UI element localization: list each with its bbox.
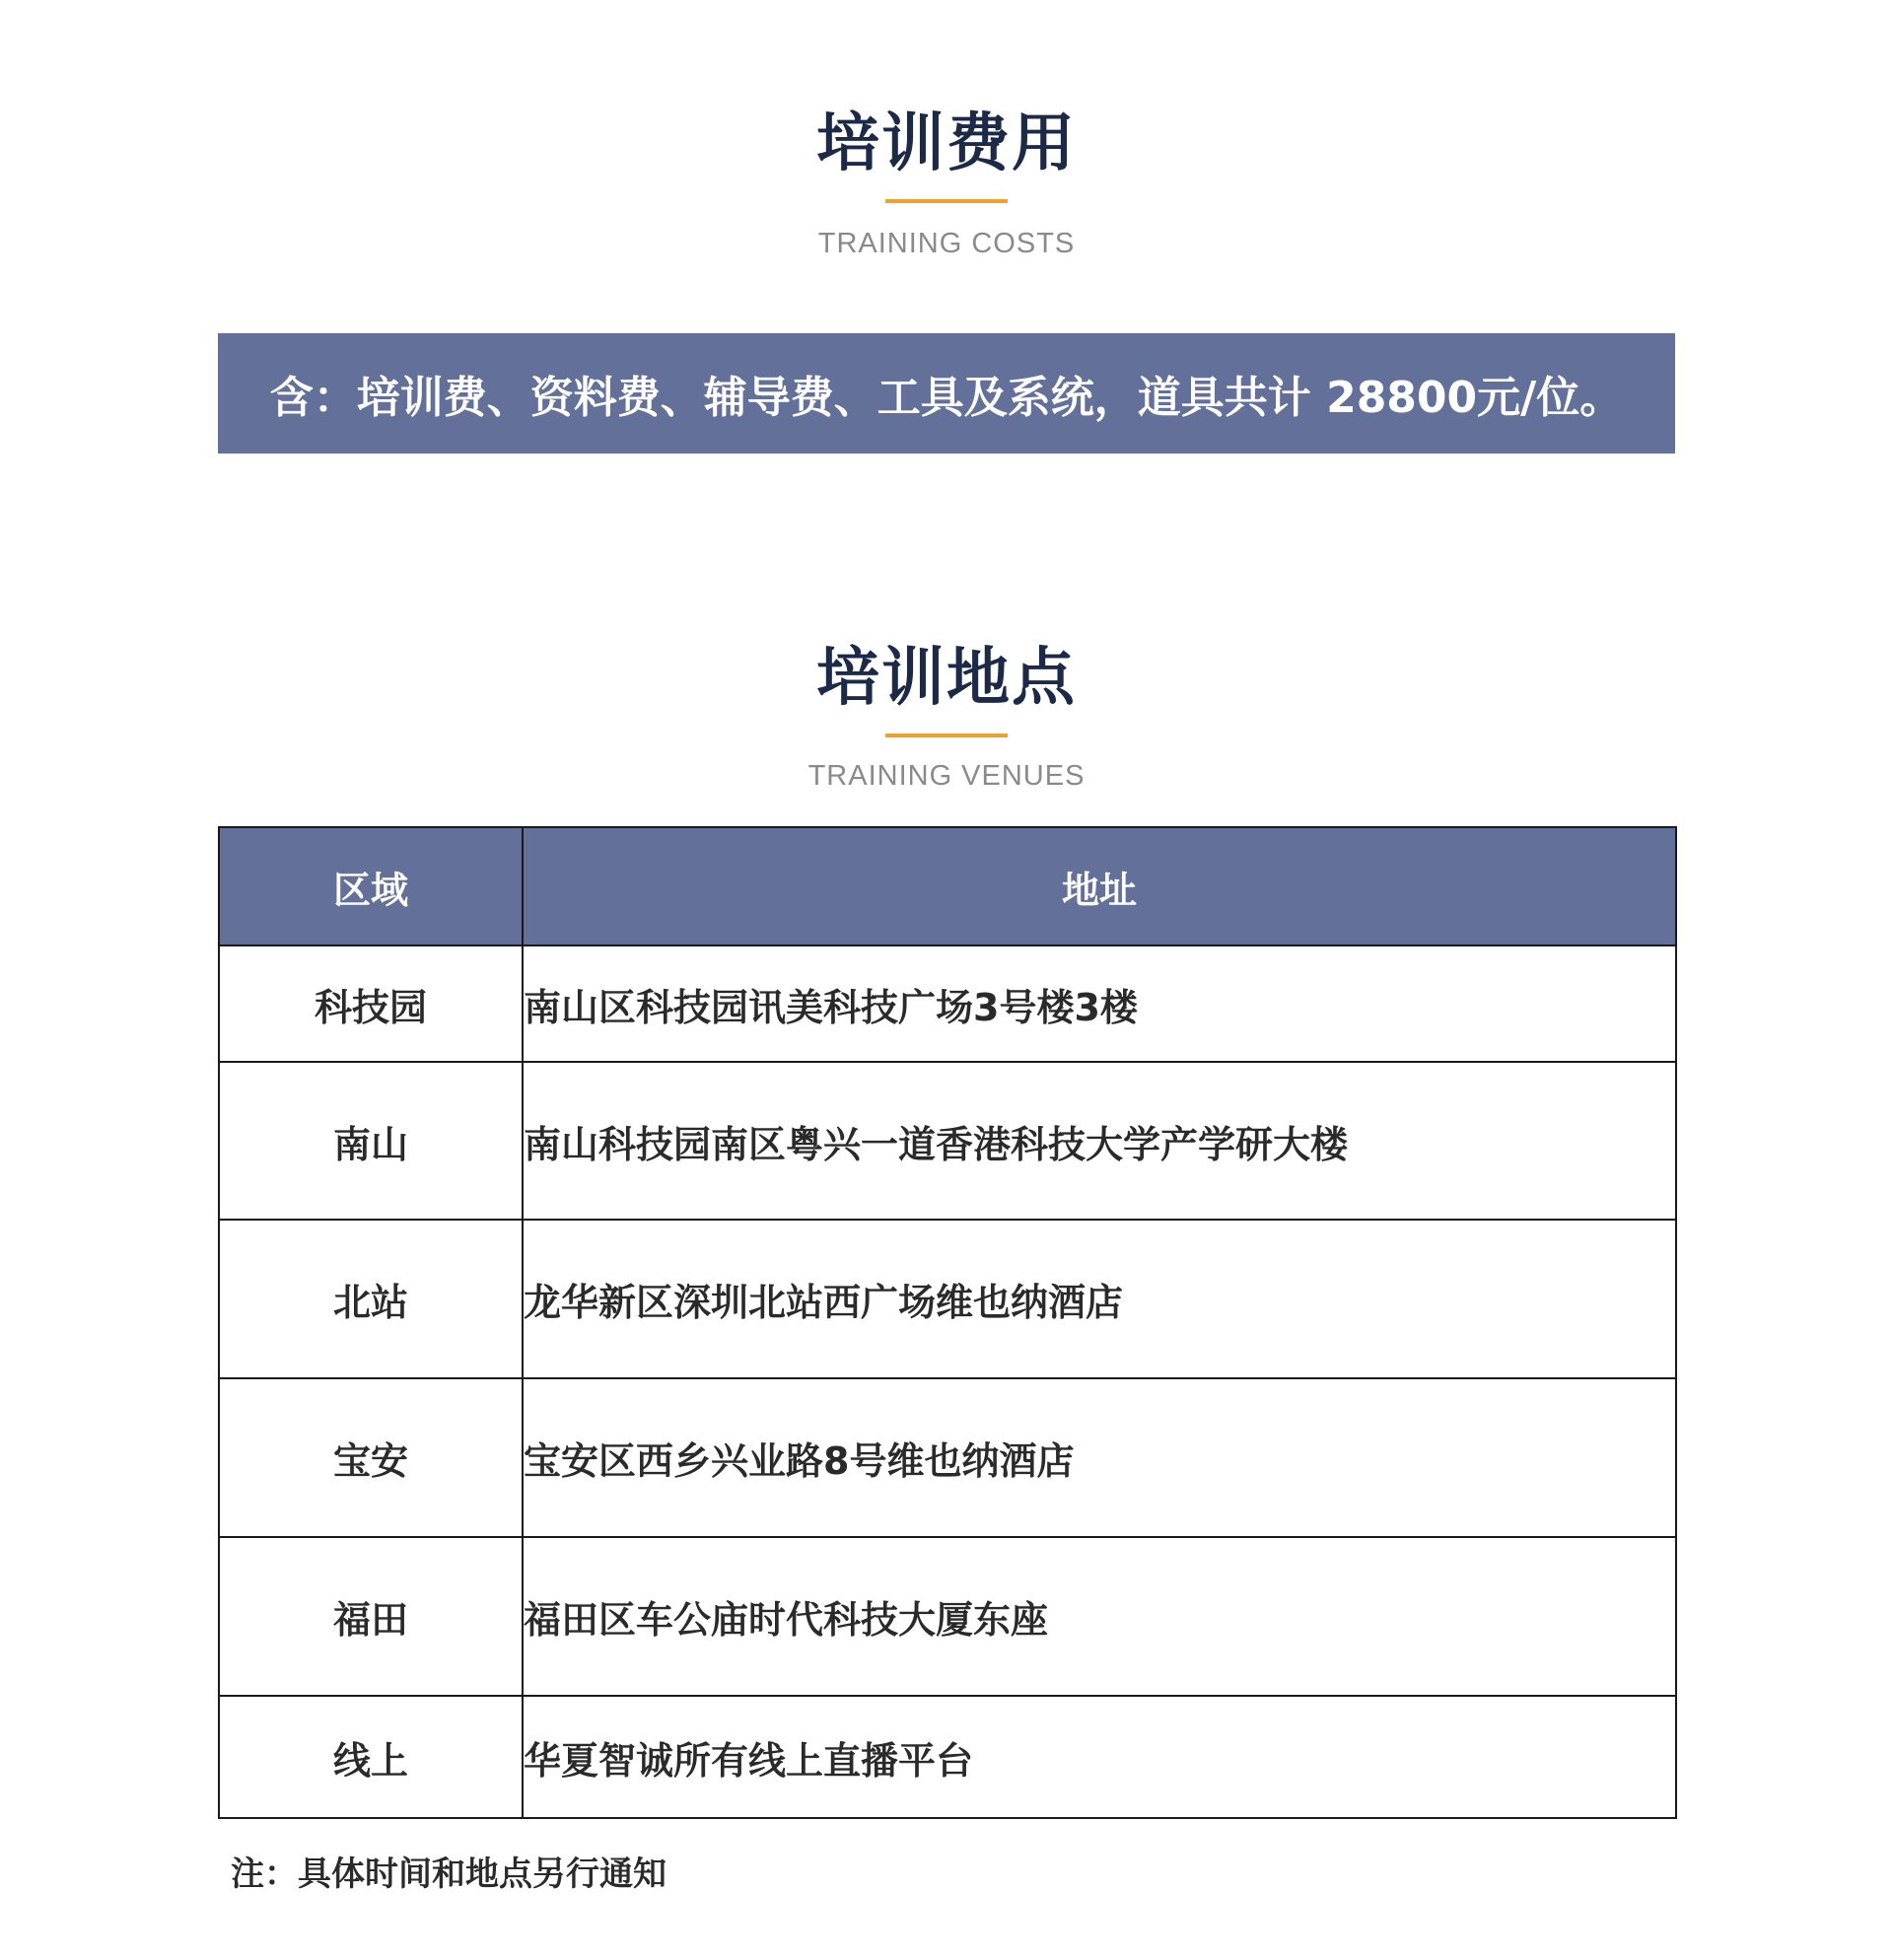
cost-banner bbox=[218, 333, 1675, 454]
address-cell: 华夏智诚所有线上直播平台 bbox=[523, 1696, 1676, 1818]
training-costs-header bbox=[0, 106, 1893, 260]
cost-banner-text: 含：培训费、资料费、辅导费、工具及系统，道具共计 28800元/位。 bbox=[269, 373, 1624, 423]
training-venues-header bbox=[0, 641, 1893, 793]
table-row bbox=[219, 1378, 1676, 1537]
training-costs-title: 培训费用 bbox=[816, 107, 1077, 180]
region-cell: 宝安 bbox=[219, 1378, 523, 1537]
region-cell: 北站 bbox=[219, 1220, 523, 1378]
region-cell: 科技园 bbox=[219, 945, 523, 1062]
address-cell: 南山区科技园讯美科技广场3号楼3楼 bbox=[523, 945, 1676, 1062]
address-cell: 龙华新区深圳北站西广场维也纳酒店 bbox=[523, 1220, 1676, 1378]
table-row bbox=[219, 1537, 1676, 1696]
address-cell: 南山科技园南区粤兴一道香港科技大学产学研大楼 bbox=[523, 1062, 1676, 1220]
venues-table bbox=[218, 826, 1677, 1819]
region-cell: 福田 bbox=[219, 1537, 523, 1696]
title-underline-divider bbox=[885, 734, 1008, 737]
training-venues-subtitle: TRAINING VENUES bbox=[807, 760, 1086, 792]
training-costs-subtitle: TRAINING COSTS bbox=[817, 228, 1076, 259]
column-header-address: 地址 bbox=[523, 827, 1676, 945]
column-header-region: 区域 bbox=[219, 827, 523, 945]
table-header-row bbox=[219, 827, 1676, 945]
title-underline-divider bbox=[885, 199, 1008, 203]
table-row bbox=[219, 945, 1676, 1062]
region-cell: 线上 bbox=[219, 1696, 523, 1818]
table-row bbox=[219, 1696, 1676, 1818]
venue-note: 注：具体时间和地点另行通知 bbox=[231, 1855, 666, 1894]
address-cell: 宝安区西乡兴业路8号维也纳酒店 bbox=[523, 1378, 1676, 1537]
table-row bbox=[219, 1062, 1676, 1220]
training-venues-title: 培训地点 bbox=[816, 642, 1077, 715]
table-row bbox=[219, 1220, 1676, 1378]
address-cell: 福田区车公庙时代科技大厦东座 bbox=[523, 1537, 1676, 1696]
region-cell: 南山 bbox=[219, 1062, 523, 1220]
